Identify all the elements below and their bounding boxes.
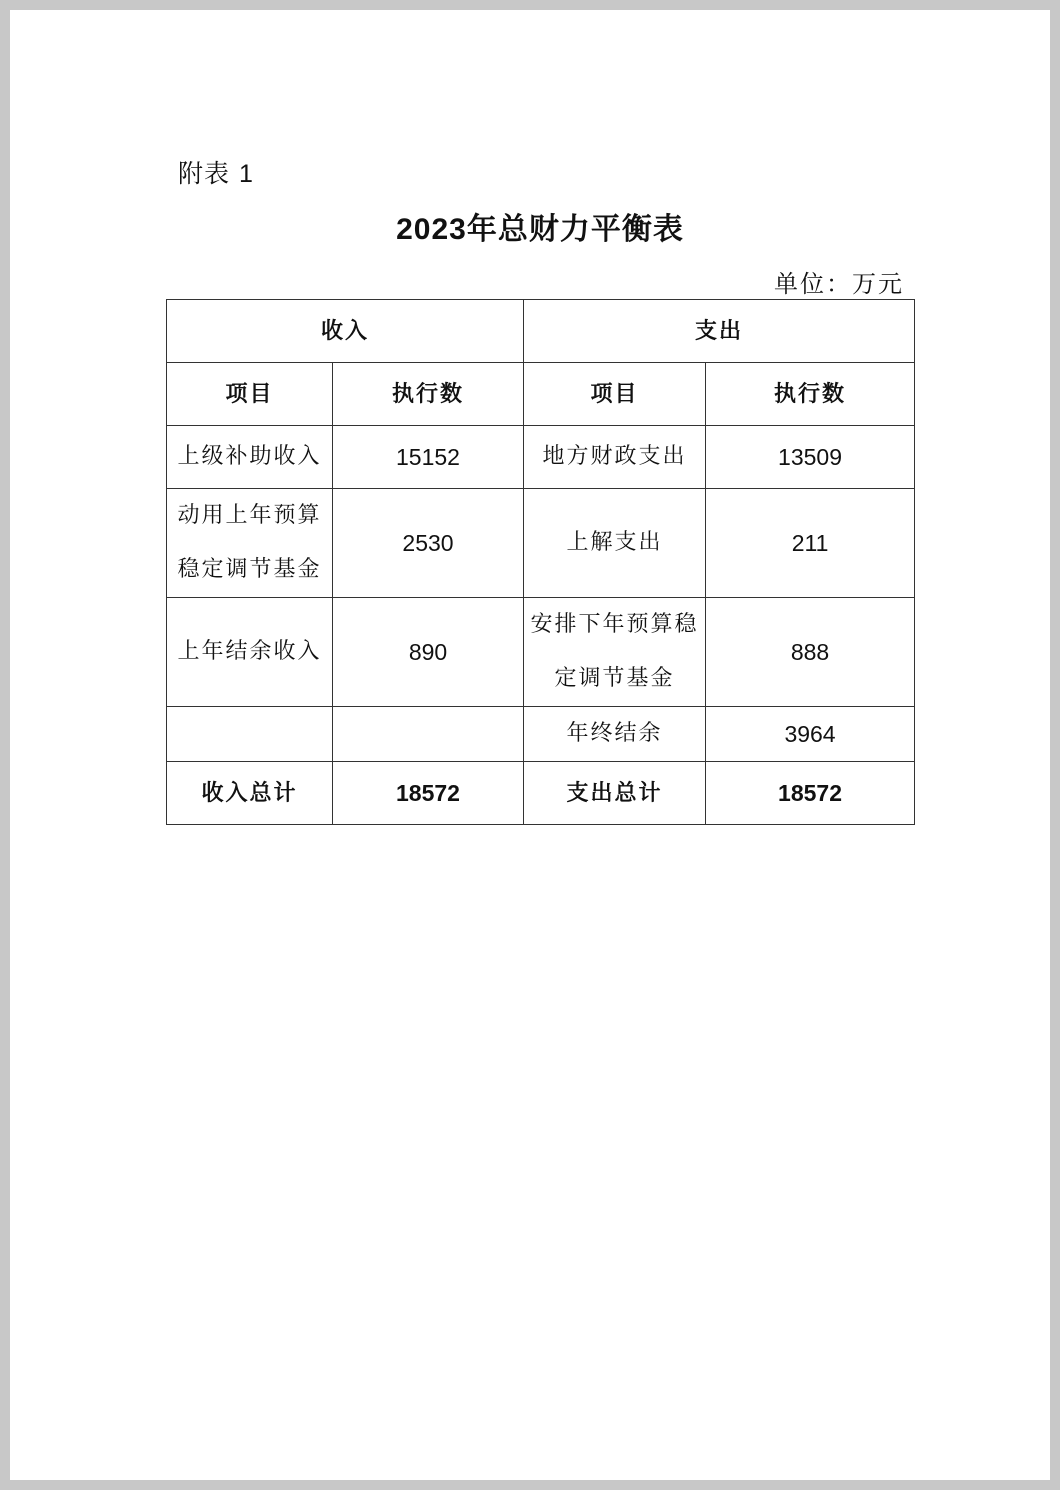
expense-item: 安排下年预算稳定调节基金	[524, 598, 706, 707]
expense-amount-header: 执行数	[706, 363, 915, 426]
annex-number: 1	[238, 160, 254, 188]
table-row	[167, 598, 915, 707]
annex-label	[178, 154, 254, 190]
balance-table	[166, 299, 915, 825]
title-year: 2023	[396, 213, 467, 246]
table-row	[167, 489, 915, 598]
expense-item: 地方财政支出	[524, 426, 706, 489]
income-amount: 15152	[333, 426, 524, 489]
expense-amount: 3964	[706, 707, 915, 762]
income-header: 收入	[167, 300, 524, 363]
document-page	[10, 10, 1050, 1480]
table-group-header-row	[167, 300, 915, 363]
income-item: 上级补助收入	[167, 426, 333, 489]
expense-item: 上解支出	[524, 489, 706, 598]
income-amount: 890	[333, 598, 524, 707]
page-title	[10, 204, 1060, 248]
table-total-row	[167, 762, 915, 825]
income-amount: 2530	[333, 489, 524, 598]
income-item-header: 项目	[167, 363, 333, 426]
expense-amount: 211	[706, 489, 915, 598]
unit-label: 单位：万元	[774, 270, 904, 298]
income-item: 动用上年预算稳定调节基金	[167, 489, 333, 598]
table-row	[167, 707, 915, 762]
income-amount	[333, 707, 524, 762]
income-total-label: 收入总计	[167, 762, 333, 825]
income-item	[167, 707, 333, 762]
income-amount-header: 执行数	[333, 363, 524, 426]
expense-total-label: 支出总计	[524, 762, 706, 825]
income-total-amount: 18572	[333, 762, 524, 825]
expense-amount: 13509	[706, 426, 915, 489]
table-row	[167, 426, 915, 489]
title-text: 年总财力平衡表	[466, 212, 684, 247]
table-column-header-row	[167, 363, 915, 426]
expense-item-header: 项目	[524, 363, 706, 426]
income-item: 上年结余收入	[167, 598, 333, 707]
expense-amount: 888	[706, 598, 915, 707]
annex-text: 附表	[178, 159, 231, 188]
expense-header: 支出	[524, 300, 915, 363]
expense-total-amount: 18572	[706, 762, 915, 825]
expense-item: 年终结余	[524, 707, 706, 762]
